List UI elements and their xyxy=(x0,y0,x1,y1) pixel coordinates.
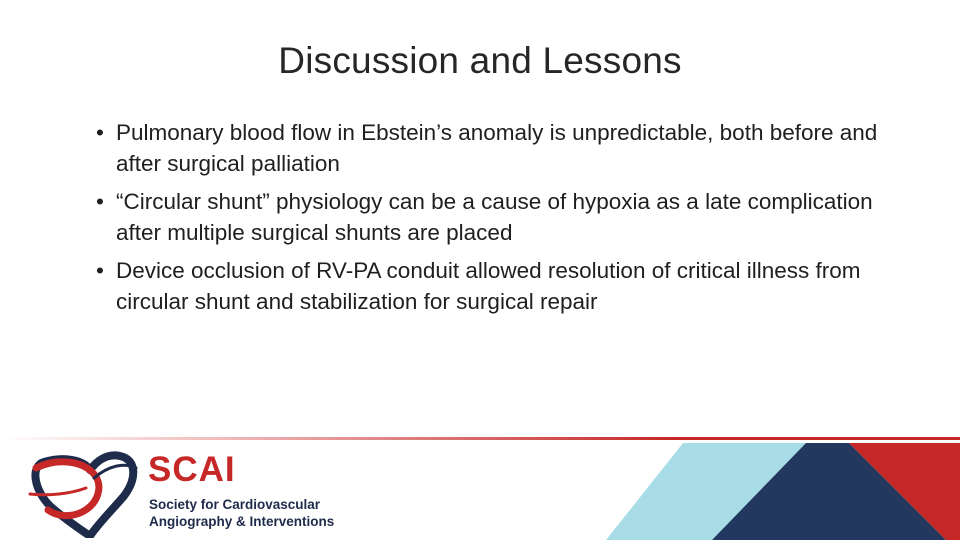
bullet-marker: • xyxy=(96,120,104,145)
logo-wordmark: SCAI xyxy=(148,450,236,489)
bullet-item xyxy=(96,256,896,317)
slide-title: Discussion and Lessons xyxy=(278,40,682,81)
bullet-item xyxy=(96,118,896,179)
heart-swoosh-icon xyxy=(28,448,146,538)
scai-logo xyxy=(28,448,368,538)
logo-tagline-line-1: Society for Cardiovascular xyxy=(149,497,321,512)
bullet-marker: • xyxy=(96,189,104,214)
bullet-item xyxy=(96,187,896,248)
bullet-text: “Circular shunt” physiology can be a cause of hypoxia as a late complication after multiple surgical shunts are placed xyxy=(116,189,873,245)
bullet-marker: • xyxy=(96,258,104,283)
logo-tagline-line-2: Angiography & Interventions xyxy=(149,514,335,529)
bullet-text: Pulmonary blood flow in Ebstein’s anomaly is unpredictable, both before and after surgical palliation xyxy=(116,120,878,176)
bullet-text: Device occlusion of RV-PA conduit allowed resolution of critical illness from circular shunt and stabilization for surgical repair xyxy=(116,258,861,314)
bullet-list xyxy=(96,118,896,325)
